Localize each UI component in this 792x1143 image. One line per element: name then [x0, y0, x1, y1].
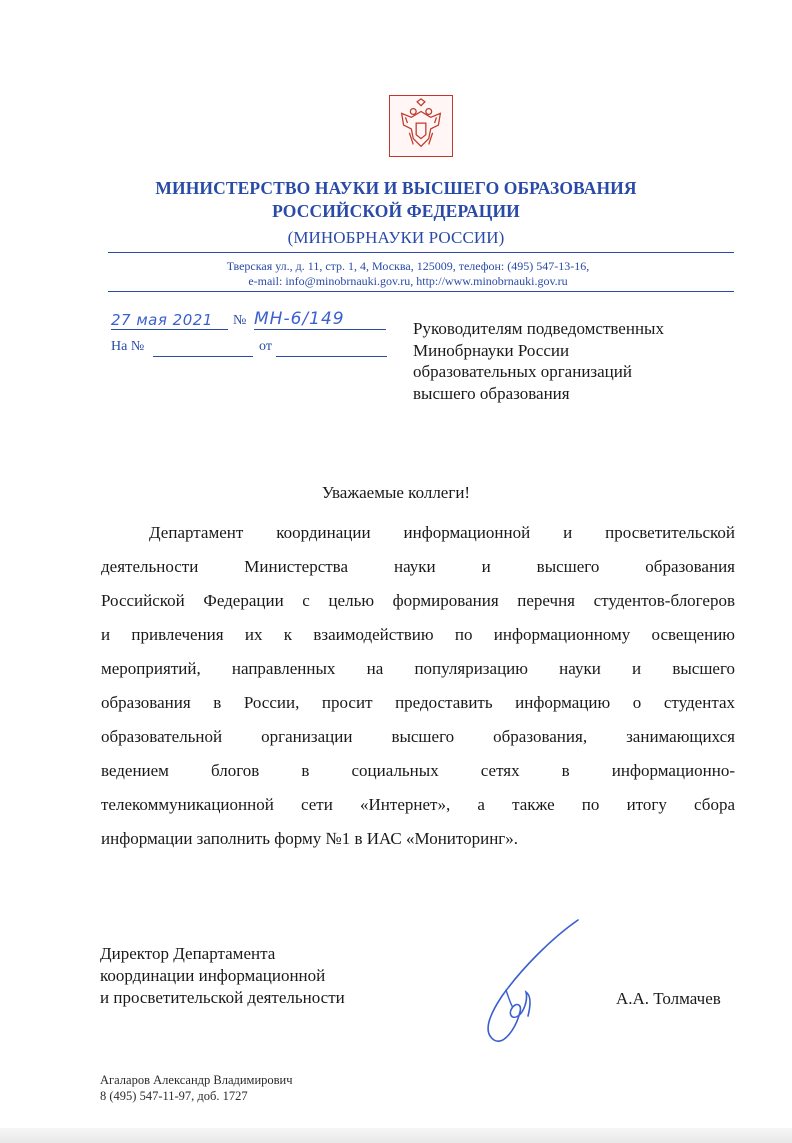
reference-label: На № — [111, 339, 145, 354]
executor-phone: 8 (495) 547-11-97, доб. 1727 — [100, 1089, 248, 1103]
signatory-title-line: Директор Департамента — [100, 944, 276, 963]
signatory-name: А.А. Толмачев — [616, 989, 721, 1008]
addressee-line: Минобрнауки России — [413, 340, 570, 360]
addressee-line: Руководителям подведомственных — [413, 319, 664, 338]
letterhead-divider-bottom — [108, 291, 734, 292]
address-line: Тверская ул., д. 11, стр. 1, 4, Москва, 125009, телефон: (495) 547-13-16, — [226, 259, 590, 273]
executor-info — [100, 1072, 293, 1104]
body-line: деятельности Министерства науки и высшего образования — [101, 557, 735, 576]
coat-of-arms-icon — [389, 95, 453, 157]
body-line: Департамент координации информационной и просветительской — [149, 523, 735, 542]
addressee-line: образовательных организаций — [413, 362, 632, 381]
body-line: образовательной организации высшего образования, занимающихся — [101, 727, 735, 746]
handwritten-date: 27 мая 2021 — [111, 311, 228, 330]
body-line: образования в России, просит предоставить информацию о студентах — [101, 693, 735, 712]
signatory-title-line: и просветительской деятельности — [100, 988, 345, 1007]
page-bottom-edge — [0, 1128, 792, 1143]
contact-line: e-mail: info@minobrnauki.gov.ru, http://www.minobrnauki.gov.ru — [248, 274, 568, 288]
body-line: ведением блогов в социальных сетях в информационно- — [101, 761, 735, 780]
reference-date-label: от — [259, 339, 272, 354]
ministry-name-line1: МИНИСТЕРСТВО НАУКИ И ВЫСШЕГО ОБРАЗОВАНИЯ — [155, 178, 637, 198]
body-line: информации заполнить форму №1 в ИАС «Мониторинг». — [101, 829, 519, 848]
reference-date-blank — [276, 356, 387, 357]
addressee-block — [413, 318, 743, 404]
handwritten-reg-number: МН-6/149 — [254, 309, 386, 330]
number-label: № — [233, 313, 247, 328]
greeting: Уважаемые коллеги! — [321, 483, 471, 502]
signatory-title-line: координации информационной — [100, 966, 326, 985]
letterhead-divider-top — [108, 252, 734, 253]
letter-body — [101, 516, 735, 856]
body-line: Российской Федерации с целью формирования перечня студентов-блогеров — [101, 591, 735, 610]
ministry-short-name: (МИНОБРНАУКИ РОССИИ) — [287, 228, 505, 247]
body-line: и привлечения их к взаимодействию по информационному освещению — [101, 625, 735, 644]
signatory-title — [100, 943, 420, 1009]
handwritten-signature — [472, 916, 592, 1056]
reference-number-blank — [153, 356, 253, 357]
executor-name: Агаларов Александр Владимирович — [100, 1073, 293, 1087]
addressee-line: высшего образования — [413, 383, 570, 403]
body-line: мероприятий, направленных на популяризацию науки и высшего — [101, 659, 735, 678]
ministry-name-line2: РОССИЙСКОЙ ФЕДЕРАЦИИ — [272, 201, 520, 221]
body-line: телекоммуникационной сети «Интернет», а также по итогу сбора — [101, 795, 735, 814]
